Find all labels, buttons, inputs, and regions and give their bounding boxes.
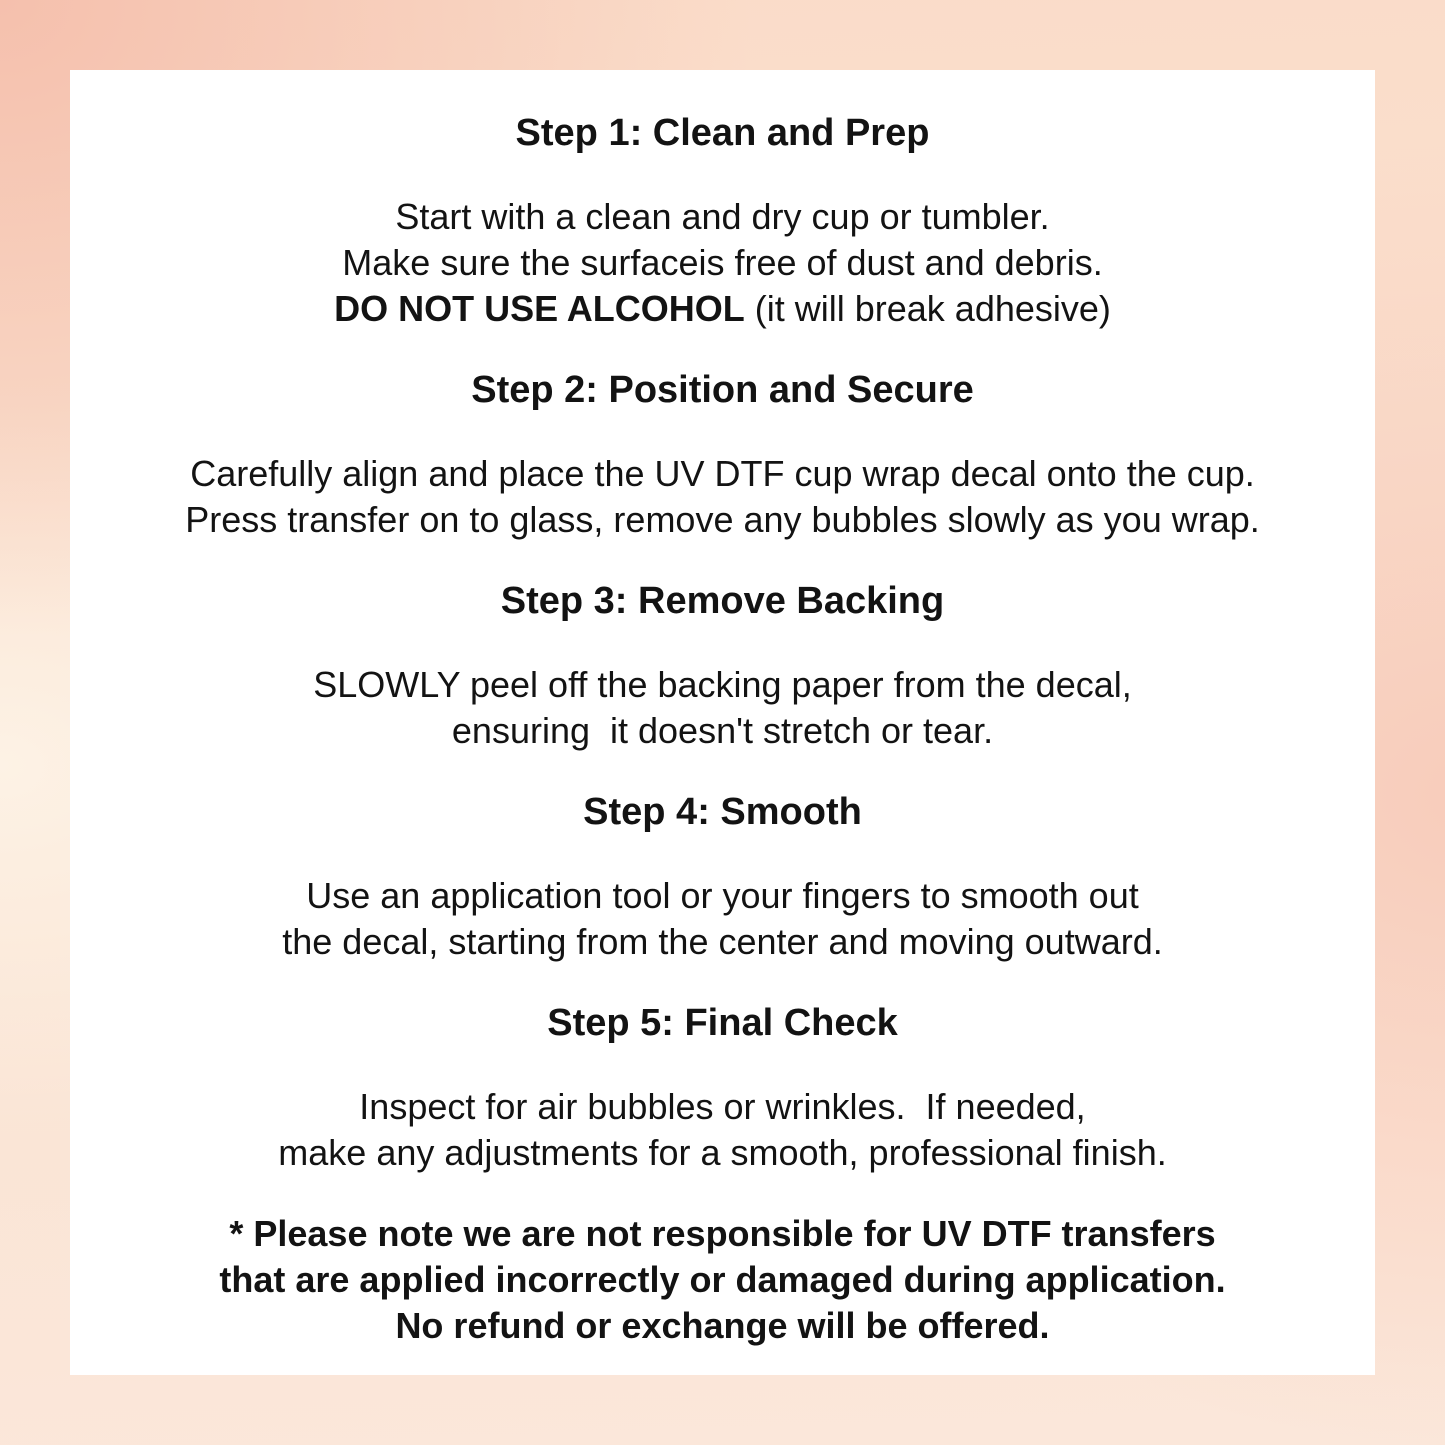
step-section: [90, 1000, 1355, 1176]
text-segment: the decal, starting from the center and moving outward.: [282, 921, 1163, 962]
text-segment: Inspect for air bubbles or wrinkles. If needed,: [359, 1086, 1086, 1127]
step-section: [90, 110, 1355, 332]
text-segment: ensuring it doesn't stretch or tear.: [451, 710, 994, 751]
text-segment: Use an application tool or your fingers to smooth out: [306, 875, 1139, 916]
step-paragraph: [90, 662, 1355, 754]
step-paragraph: [90, 451, 1355, 543]
step-paragraph: [90, 194, 1355, 332]
text-segment: Start with a clean and dry cup or tumbler.: [395, 196, 1050, 237]
bold-text-segment: DO NOT USE ALCOHOL: [334, 288, 745, 329]
text-segment: Make sure the surfaceis free of dust and debris.: [342, 242, 1103, 283]
text-segment: Press transfer on to glass, remove any bubbles slowly as you wrap.: [185, 499, 1260, 540]
text-line: [90, 240, 1355, 286]
text-line: [90, 708, 1355, 754]
instruction-card: [70, 70, 1375, 1375]
step-section: [90, 367, 1355, 543]
text-segment: SLOWLY peel off the backing paper from the decal,: [313, 664, 1132, 705]
step-section: [90, 789, 1355, 965]
disclaimer-line: that are applied incorrectly or damaged during application.: [219, 1259, 1226, 1300]
disclaimer-line: * Please note we are not responsible for UV DTF transfers: [229, 1213, 1216, 1254]
text-line: [90, 451, 1355, 497]
steps-container: [90, 110, 1355, 1176]
step-section: [90, 578, 1355, 754]
step-heading: Step 2: Position and Secure: [471, 369, 974, 411]
step-paragraph: [90, 1084, 1355, 1176]
text-segment: make any adjustments for a smooth, professional finish.: [278, 1132, 1167, 1173]
text-segment: Carefully align and place the UV DTF cup wrap decal onto the cup.: [190, 453, 1255, 494]
text-line: [90, 662, 1355, 708]
text-line: [90, 286, 1355, 332]
text-line: [90, 919, 1355, 965]
text-line: [90, 497, 1355, 543]
text-line: [90, 1084, 1355, 1130]
step-heading: Step 1: Clean and Prep: [515, 112, 930, 154]
text-line: [90, 194, 1355, 240]
step-heading: Step 3: Remove Backing: [500, 580, 945, 622]
step-paragraph: [90, 873, 1355, 965]
disclaimer: [90, 1211, 1355, 1349]
disclaimer-line: No refund or exchange will be offered.: [395, 1305, 1050, 1346]
text-line: [90, 1130, 1355, 1176]
text-line: [90, 873, 1355, 919]
step-heading: Step 4: Smooth: [583, 791, 862, 833]
text-segment: (it will break adhesive): [744, 288, 1111, 329]
step-heading: Step 5: Final Check: [547, 1002, 898, 1044]
